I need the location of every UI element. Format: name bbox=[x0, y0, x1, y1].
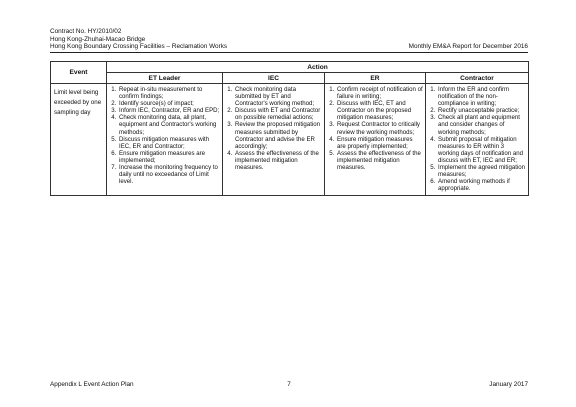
list-item: 1. Check monitoring data submitted by ET and Contractor's working method; bbox=[234, 86, 322, 107]
list-item: 1. Repeat in-situ measurement to confirm findings; bbox=[118, 86, 220, 100]
event-cell: Limit level being exceeded by one sampling day bbox=[51, 84, 107, 196]
list-item: 2. Discuss with ET and Contractor on possible remedial actions; bbox=[234, 107, 322, 121]
er-column-header: ER bbox=[325, 73, 426, 84]
event-action-table bbox=[50, 61, 529, 196]
table-row bbox=[51, 84, 529, 196]
list-item: 2. Identify source(s) of impact; bbox=[118, 100, 220, 107]
project-name: Hong Kong-Zhuhai-Macao Bridge bbox=[50, 35, 146, 43]
list-item: 6. Amend working methods if appropriate. bbox=[437, 178, 526, 192]
et-leader-cell bbox=[107, 84, 223, 196]
action-column-header: Action bbox=[107, 62, 529, 73]
list-item: 3. Request Contractor to critically review the working methods; bbox=[336, 121, 423, 135]
er-actions-list bbox=[327, 86, 423, 171]
header-rule bbox=[50, 52, 528, 53]
list-item: 4. Ensure mitigation measures are properly implemented; bbox=[336, 136, 423, 150]
et-leader-column-header: ET Leader bbox=[107, 73, 223, 84]
list-item: 3. Check all plant and equipment and consider changes of working methods; bbox=[437, 114, 526, 135]
et-leader-actions-list bbox=[109, 86, 220, 185]
list-item: 4. Check monitoring data, all plant, equipment and Contractor's working methods; bbox=[118, 114, 220, 135]
er-cell bbox=[325, 84, 426, 196]
list-item: 4. Submit proposal of mitigation measures to ER within 3 working days of notification and discuss with ET, IEC and ER; bbox=[437, 136, 526, 164]
page-header bbox=[50, 28, 528, 51]
iec-column-header: IEC bbox=[223, 73, 325, 84]
list-item: 3. Inform IEC, Contractor, ER and EPD; bbox=[118, 107, 220, 114]
list-item: 5. Implement the agreed mitigation measures; bbox=[437, 164, 526, 178]
list-item: 4. Assess the effectiveness of the implemented mitigation measures. bbox=[234, 150, 322, 171]
contractor-cell bbox=[426, 84, 529, 196]
list-item: 6. Ensure mitigation measures are implemented; bbox=[118, 150, 220, 164]
contract-number: Contract No. HY/2010/02 bbox=[50, 28, 122, 35]
contractor-actions-list bbox=[428, 86, 526, 192]
table-header-row bbox=[51, 62, 529, 73]
list-item: 5. Discuss mitigation measures with IEC, ER and Contractor; bbox=[118, 136, 220, 150]
list-item: 1. Inform the ER and confirm notification of the non-compliance in writing; bbox=[437, 86, 526, 107]
list-item: 5. Assess the effectiveness of the implemented mitigation measures. bbox=[336, 150, 423, 171]
subproject-name: Hong Kong Boundary Crossing Facilities – Reclamation Works bbox=[50, 43, 228, 51]
list-item: 1. Confirm receipt of notification of failure in writing; bbox=[336, 86, 423, 100]
table-subheader-row bbox=[51, 73, 529, 84]
list-item: 3. Review the proposed mitigation measures submitted by Contractor and advise the ER accordingly; bbox=[234, 121, 322, 149]
list-item: 2. Rectify unacceptable practice; bbox=[437, 107, 526, 114]
list-item: 2. Discuss with IEC, ET and Contractor on the proposed mitigation measures; bbox=[336, 100, 423, 121]
report-title: Monthly EM&A Report for December 2016 bbox=[408, 43, 528, 51]
page-number: 7 bbox=[287, 381, 291, 388]
footer-date: January 2017 bbox=[489, 381, 528, 388]
contractor-column-header: Contractor bbox=[426, 73, 529, 84]
event-column-header: Event bbox=[51, 62, 107, 84]
page-footer bbox=[50, 381, 528, 388]
iec-cell bbox=[223, 84, 325, 196]
list-item: 7. Increase the monitoring frequency to daily until no exceedance of Limit level. bbox=[118, 164, 220, 185]
appendix-title: Appendix L Event Action Plan bbox=[50, 381, 134, 388]
iec-actions-list bbox=[225, 86, 322, 171]
